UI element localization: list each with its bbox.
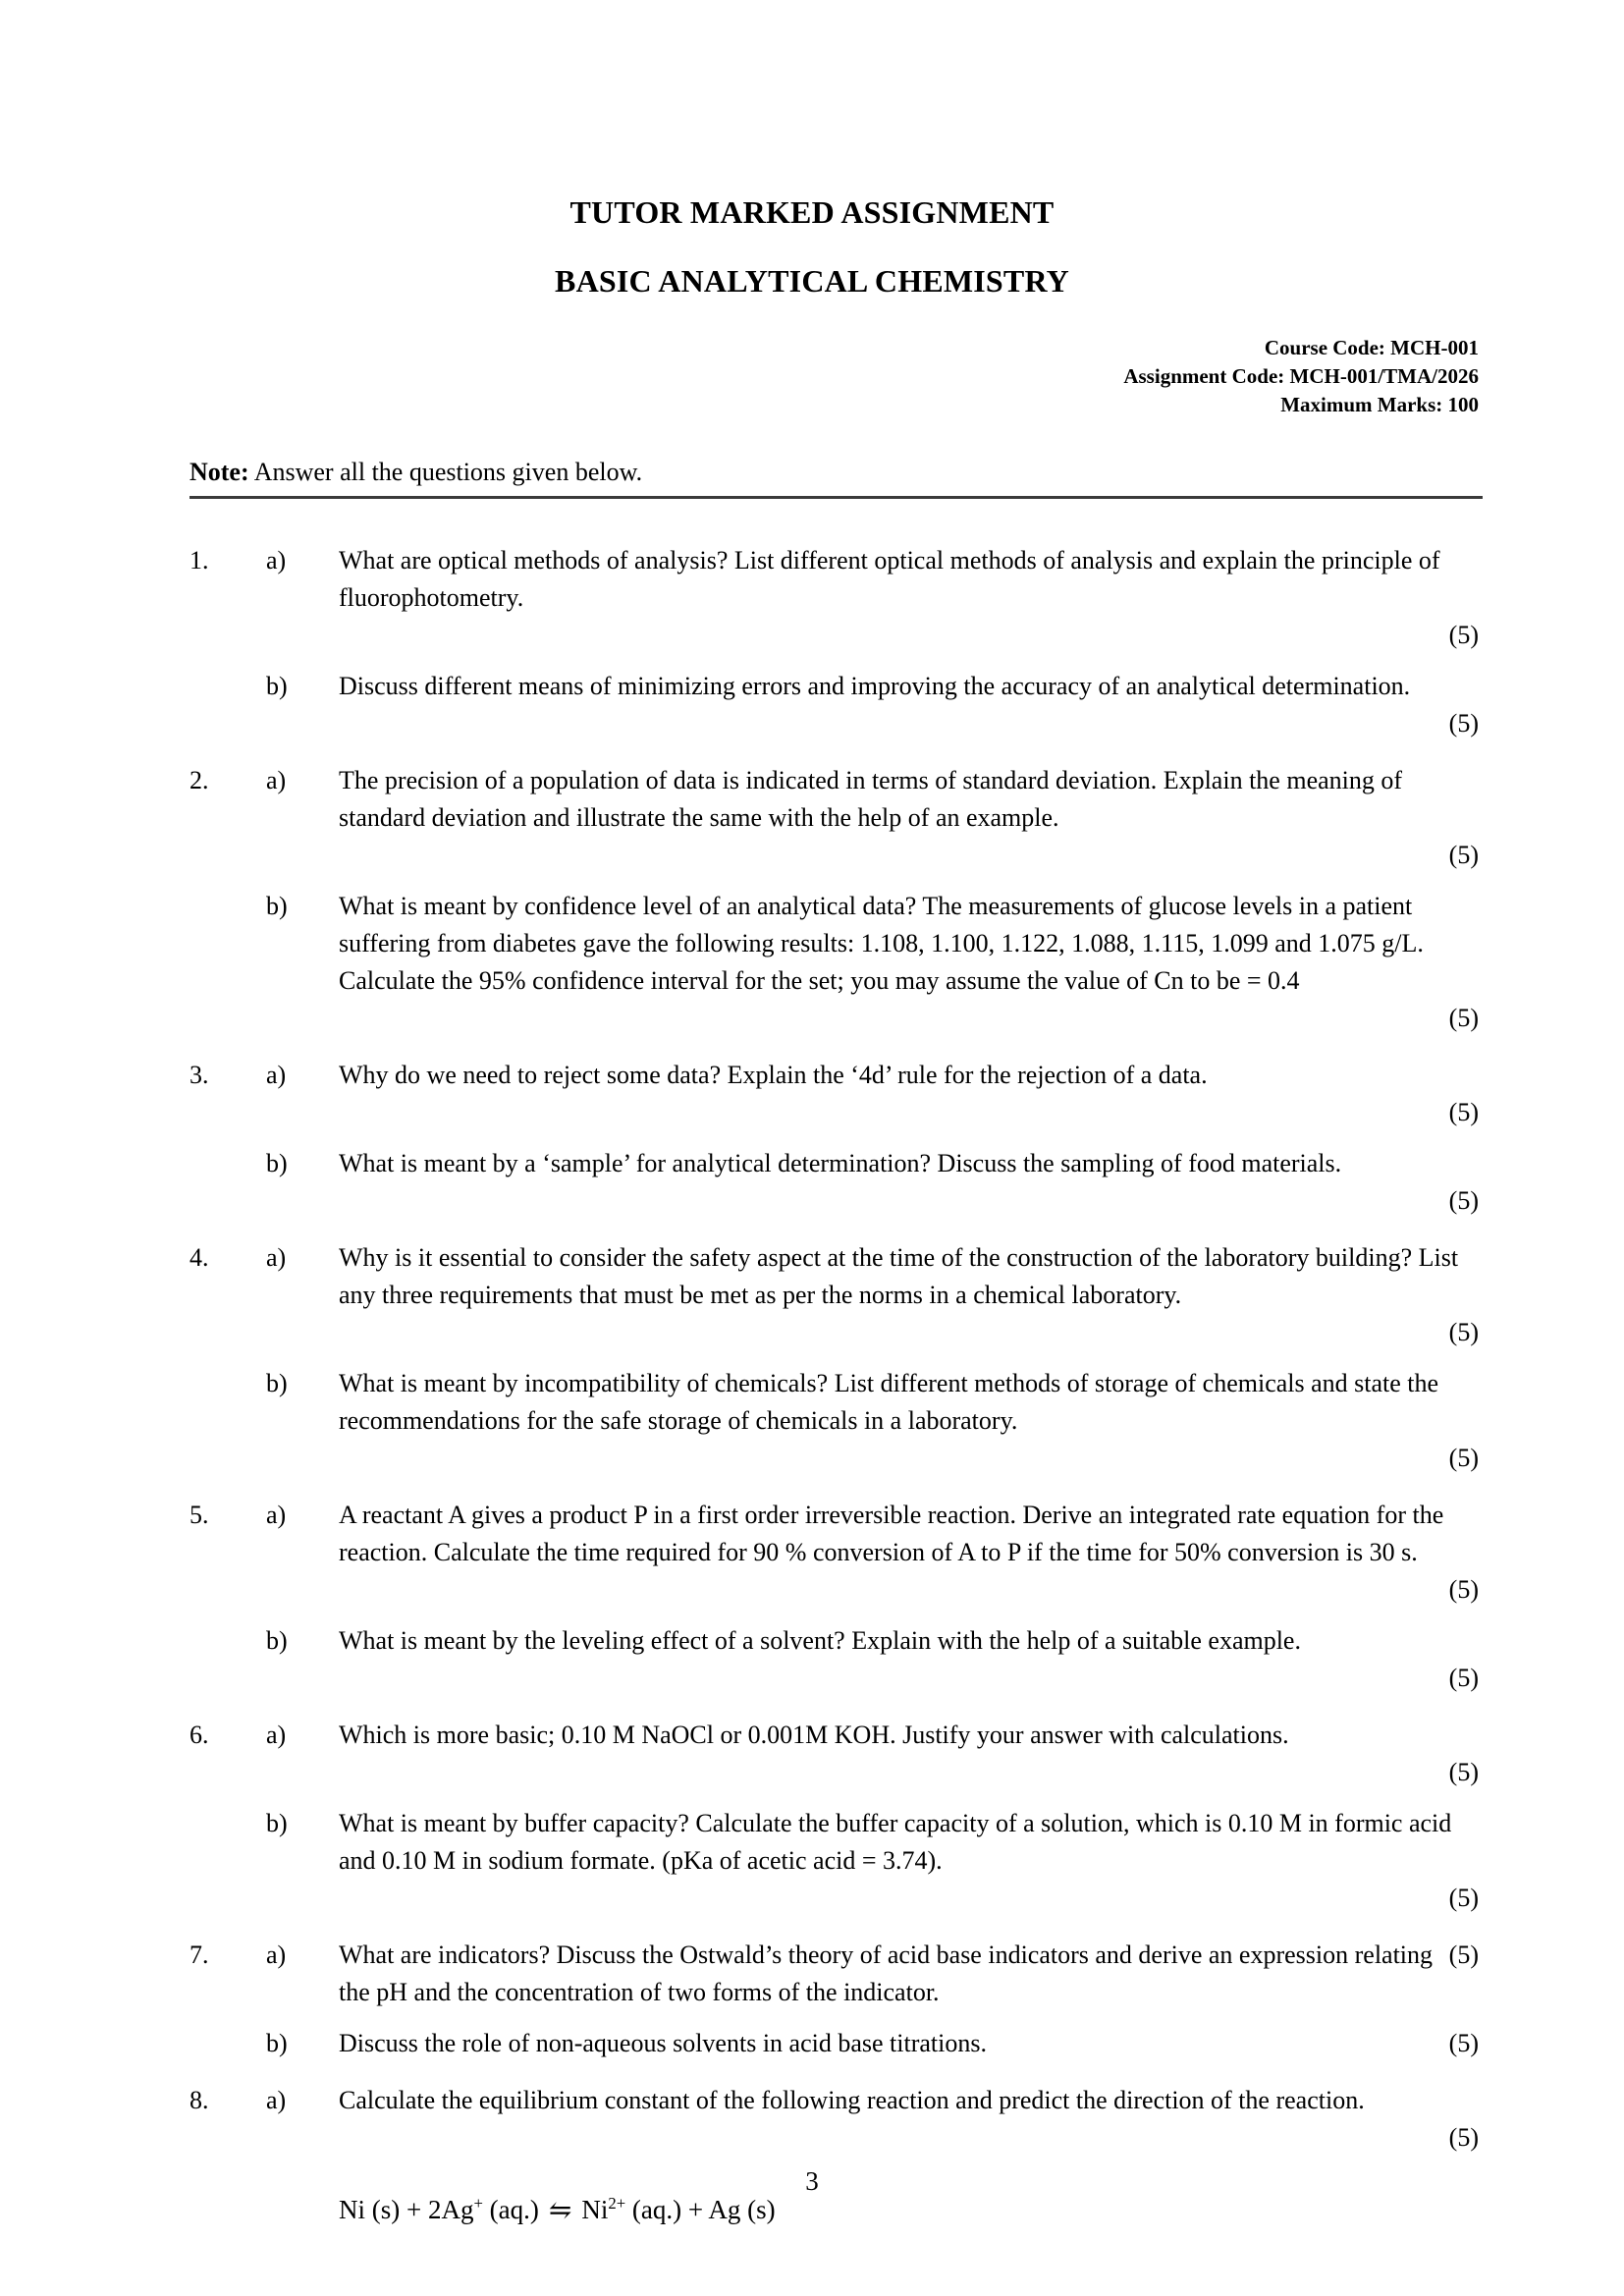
header-divider (189, 496, 1483, 499)
question-text (339, 762, 1479, 837)
question-part (0, 1239, 1624, 1351)
note-text: Answer all the questions given below. (248, 458, 643, 486)
question-number: 8. (189, 2086, 209, 2114)
marks-badge: (5) (1448, 1444, 1479, 1472)
equilibrium-arrow-icon: ⇋ (548, 2196, 572, 2226)
question-part (0, 542, 1624, 654)
question-text-body: Why do we need to reject some data? Explain the ‘4d’ rule for the rejection of a data. (339, 1061, 1208, 1089)
question-part (0, 1622, 1624, 1697)
question-text-body: What is meant by a ‘sample’ for analytical determination? Discuss the sampling of food materials. (339, 1149, 1342, 1177)
question-part-letter: a) (266, 1941, 287, 1969)
question-part (0, 668, 1624, 742)
question-text (339, 1622, 1479, 1660)
question-number: 4. (189, 1243, 209, 1272)
question-text (339, 1497, 1479, 1571)
spacer (0, 1917, 1624, 1937)
question-text-body: What is meant by buffer capacity? Calculate the buffer capacity of a solution, which is 0.10 M in formic acid and 0.10 M in sodium formate. (pKa of acetic acid = 3.74). (339, 1809, 1452, 1875)
spacer (0, 742, 1624, 762)
spacer (0, 874, 1624, 888)
question-number: 7. (189, 1941, 209, 1969)
question-text (339, 888, 1479, 1000)
question-text-body: Calculate the equilibrium constant of the following reaction and predict the direction of the reaction. (339, 2086, 1365, 2114)
question-text (339, 2082, 1479, 2119)
question-part (0, 1717, 1624, 1791)
question-part-letter: a) (266, 2086, 287, 2114)
spacer (0, 1697, 1624, 1717)
question-part (0, 762, 1624, 874)
marks-badge: (5) (1448, 2123, 1479, 2152)
question-text-body: A reactant A gives a product P in a first order irreversible reaction. Derive an integrated rate equation for the reaction. Calculate the time required for 90 % conversion of A to P if the time for 50% conversion is 30 s. (339, 1501, 1444, 1566)
question-part-letter: a) (266, 1721, 287, 1749)
question-part (0, 1497, 1624, 1609)
question-text (339, 1937, 1479, 2011)
page-title-line1: TUTOR MARKED ASSIGNMENT (569, 194, 1055, 230)
question-text-body: Discuss the role of non-aqueous solvents in acid base titrations. (339, 2029, 987, 2057)
question-part (0, 1145, 1624, 1220)
question-part (0, 2082, 1624, 2157)
question-text-body: What is meant by incompatibility of chemicals? List different methods of storage of chemicals and state the recommendations for the safe storage of chemicals in a laboratory. (339, 1369, 1439, 1435)
question-text (339, 542, 1479, 617)
marks-badge: (5) (1448, 841, 1479, 869)
marks-badge: (5) (1448, 1941, 1479, 1969)
question-number: 5. (189, 1501, 209, 1529)
spacer (0, 1477, 1624, 1497)
question-text-body: Discuss different means of minimizing errors and improving the accuracy of an analytical determination. (339, 672, 1411, 700)
question-text (339, 1717, 1479, 1754)
note-label: Note: (189, 458, 249, 486)
marks-badge: (5) (1448, 2029, 1479, 2057)
question-text (339, 1145, 1479, 1182)
question-text (339, 668, 1479, 705)
question-part (0, 1057, 1624, 1131)
question-part (0, 1937, 1624, 2011)
question-text-body: What are indicators? Discuss the Ostwald’s theory of acid base indicators and derive an expression relating the pH and the concentration of two forms of the indicator. (339, 1941, 1434, 2006)
question-part-letter: b) (266, 892, 288, 920)
equation-right-state: (aq.) + Ag (s) (625, 2195, 776, 2224)
question-number: 6. (189, 1721, 209, 1749)
spacer (0, 1037, 1624, 1057)
equation-left-charge: + (473, 2194, 483, 2213)
question-part-letter: a) (266, 1061, 287, 1089)
question-part-letter: b) (266, 672, 288, 700)
spacer (0, 1609, 1624, 1622)
equation-left-state: (aq.) (482, 2195, 539, 2224)
question-part-letter: b) (266, 2029, 288, 2057)
maximum-marks: Maximum Marks: 100 (1280, 393, 1479, 416)
question-part-letter: b) (266, 1626, 288, 1655)
question-text-body: The precision of a population of data is indicated in terms of standard deviation. Explain the meaning of standard deviation and illustrate the same with the help of an example. (339, 766, 1403, 832)
spacer (0, 1351, 1624, 1365)
question-number: 2. (189, 766, 209, 794)
marks-badge: (5) (1448, 1318, 1479, 1346)
question-text-body: What are optical methods of analysis? List different optical methods of analysis and explain the principle of fluorophotometry. (339, 546, 1440, 612)
question-text (339, 1057, 1479, 1094)
marks-badge: (5) (1448, 621, 1479, 649)
question-part-letter: a) (266, 766, 287, 794)
assignment-code: Assignment Code: MCH-001/TMA/2026 (1123, 364, 1479, 388)
question-text-body: Which is more basic; 0.10 M NaOCl or 0.001M KOH. Justify your answer with calculations. (339, 1721, 1289, 1749)
marks-badge: (5) (1448, 1664, 1479, 1692)
question-text (339, 1239, 1479, 1314)
question-part (0, 1365, 1624, 1477)
spacer (0, 1131, 1624, 1145)
question-part (0, 1805, 1624, 1917)
question-part-letter: b) (266, 1149, 288, 1177)
marks-badge: (5) (1448, 1758, 1479, 1786)
spacer (0, 2062, 1624, 2082)
question-text (339, 1805, 1479, 1880)
question-text-body: What is meant by the leveling effect of a solvent? Explain with the help of a suitable example. (339, 1626, 1301, 1655)
course-metadata-block (1123, 334, 1479, 419)
question-part (0, 2025, 1624, 2062)
marks-badge: (5) (1448, 1098, 1479, 1126)
question-part-letter: b) (266, 1809, 288, 1837)
question-text-body: What is meant by confidence level of an analytical data? The measurements of glucose levels in a patient suffering from diabetes gave the following results: 1.108, 1.100, 1.122, 1.088, 1.115, 1.099 and 1.075 g/L. Calculate the 95% confidence interval for the set; you may assume the value of Cn to be = 0.4 (339, 892, 1424, 995)
marks-badge: (5) (1448, 709, 1479, 738)
spacer (0, 654, 1624, 668)
note-line (189, 458, 642, 487)
spacer (0, 1220, 1624, 1239)
question-part (0, 888, 1624, 1037)
page-number: 3 (805, 2166, 819, 2196)
question-part-letter: b) (266, 1369, 288, 1397)
question-list (0, 542, 1624, 2231)
question-number: 3. (189, 1061, 209, 1089)
equation-left-species: Ni (s) + 2Ag (339, 2195, 474, 2224)
course-code: Course Code: MCH-001 (1264, 336, 1479, 359)
question-text (339, 2025, 1479, 2062)
equation-right-charge: 2+ (608, 2194, 626, 2213)
question-text-body: Why is it essential to consider the safety aspect at the time of the construction of the laboratory building? List any three requirements that must be met as per the norms in a chemical laboratory. (339, 1243, 1459, 1309)
equation-right-species: Ni (581, 2195, 609, 2224)
marks-badge: (5) (1448, 1004, 1479, 1032)
spacer (0, 1791, 1624, 1805)
marks-badge: (5) (1448, 1884, 1479, 1912)
question-part-letter: a) (266, 546, 287, 574)
question-part-letter: a) (266, 1243, 287, 1272)
page-title-line2: BASIC ANALYTICAL CHEMISTRY (555, 263, 1069, 299)
question-part-letter: a) (266, 1501, 287, 1529)
spacer (0, 2011, 1624, 2025)
marks-badge: (5) (1448, 1186, 1479, 1215)
question-text (339, 1365, 1479, 1440)
marks-badge: (5) (1448, 1575, 1479, 1604)
question-number: 1. (189, 546, 209, 574)
